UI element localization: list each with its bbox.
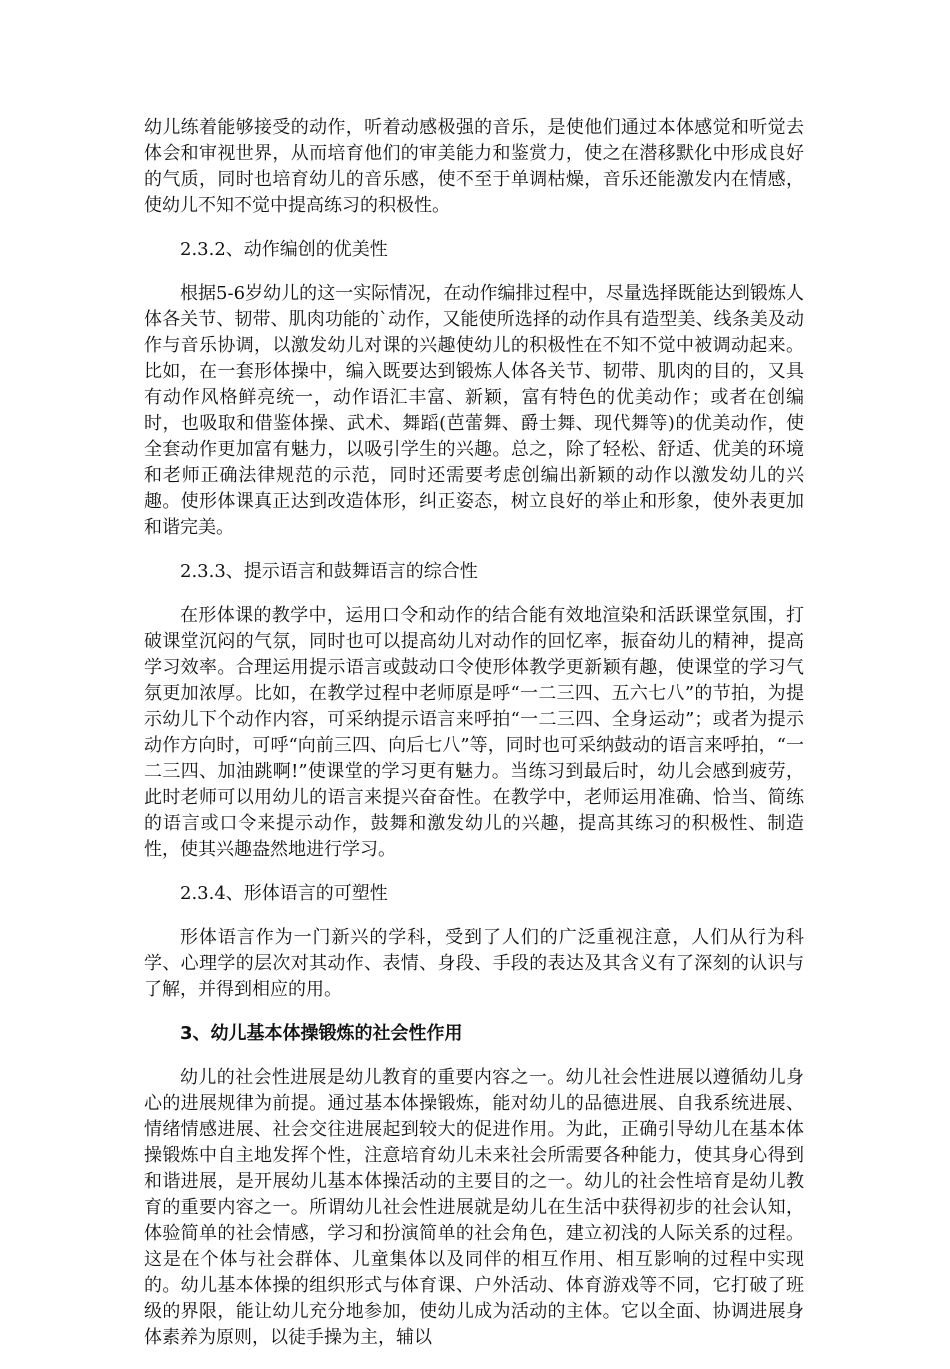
document-page bbox=[144, 115, 804, 1369]
section-heading-2-3-2: 2.3.2、动作编创的优美性 bbox=[180, 239, 388, 260]
section-heading-2-3-4: 2.3.4、形体语言的可塑性 bbox=[180, 883, 388, 904]
paragraph-body-language: 形体语言作为一门新兴的学科，受到了人们的广泛重视注意，人们从行为科学、心理学的层次对其动作、表情、身段、手段的表达及其含义有了深刻的认识与了解，并得到相应的用。 bbox=[144, 927, 804, 1000]
section-heading-2-3-3: 2.3.3、提示语言和鼓舞语言的综合性 bbox=[180, 561, 478, 582]
paragraph-prompt-language: 在形体课的教学中，运用口令和动作的结合能有效地渲染和活跃课堂氛围，打破课堂沉闷的气氛，同时也可以提高幼儿对动作的回忆率，振奋幼儿的精神，提高学习效率。合理运用提示语言或鼓动口令使形体教学更新颖有趣，使课堂的学习气氛更加浓厚。比如，在教学过程中老师原是呼“一二三四、五六七八”的节拍，为提示幼儿下个动作内容，可采纳提示语言来呼拍“一二三四、全身运动”；或者为提示动作方向时，可呼“向前三四、向后七八”等，同时也可采纳鼓动的语言来呼拍，“一二三四、加油跳啊!”使课堂的学习更有魅力。当练习到最后时，幼儿会感到疲劳，此时老师可以用幼儿的语言来提兴奋奋性。在教学中，老师运用准确、恰当、简练的语言或口令来提示动作，鼓舞和激发幼儿的兴趣，提高其练习的积极性、制造性，使其兴趣盎然地进行学习。 bbox=[144, 605, 804, 860]
paragraph-social-development: 幼儿的社会性进展是幼儿教育的重要内容之一。幼儿社会性进展以遵循幼儿身心的进展规律为前提。通过基本体操锻炼，能对幼儿的品德进展、自我系统进展、情绪情感进展、社会交往进展起到较大的促进作用。为此，正确引导幼儿在基本体操锻炼中自主地发挥个性，注意培育幼儿未来社会所需要各种能力，使其身心得到和谐进展，是开展幼儿基本体操活动的主要目的之一。幼儿的社会性培育是幼儿教育的重要内容之一。所谓幼儿社会性进展就是幼儿在生活中获得初步的社会认知，体验简单的社会情感，学习和扮演简单的社会角色，建立初浅的人际关系的过程。这是在个体与社会群体、儿童集体以及同伴的相互作用、相互影响的过程中实现的。幼儿基本体操的组织形式与体育课、户外活动、体育游戏等不同，它打破了班级的界限，能让幼儿充分地参加，使幼儿成为活动的主体。它以全面、协调进展身体素养为原则，以徒手操为主，辅以 bbox=[144, 1067, 804, 1348]
paragraph-music-aesthetics: 幼儿练着能够接受的动作，听着动感极强的音乐，是使他们通过本体感觉和听觉去体会和审视世界，从而培育他们的审美能力和鉴赏力，使之在潜移默化中形成良好的气质，同时也培育幼儿的音乐感，使不至于单调枯燥，音乐还能激发内在情感，使幼儿不知不觉中提高练习的积极性。 bbox=[144, 117, 804, 216]
paragraph-movement-design: 根据5-6岁幼儿的这一实际情况，在动作编排过程中，尽量选择既能达到锻炼人体各关节、韧带、肌肉功能的`动作，又能使所选择的动作具有造型美、线条美及动作与音乐协调，以激发幼儿对课的兴趣使幼儿的积极性在不知不觉中被调动起来。比如，在一套形体操中，编入既要达到锻炼人体各关节、韧带、肌肉的目的，又具有动作风格鲜亮统一，动作语汇丰富、新颖，富有特色的优美动作；或者在创编时，也吸取和借鉴体操、武术、舞蹈(芭蕾舞、爵士舞、现代舞等)的优美动作，使全套动作更加富有魅力，以吸引学生的兴趣。总之，除了轻松、舒适、优美的环境和老师正确法律规范的示范，同时还需要考虑创编出新颖的动作以激发幼儿的兴趣。使形体课真正达到改造体形，纠正姿态，树立良好的举止和形象，使外表更加和谐完美。 bbox=[144, 283, 804, 538]
section-heading-3: 3、幼儿基本体操锻炼的社会性作用 bbox=[180, 1023, 463, 1044]
